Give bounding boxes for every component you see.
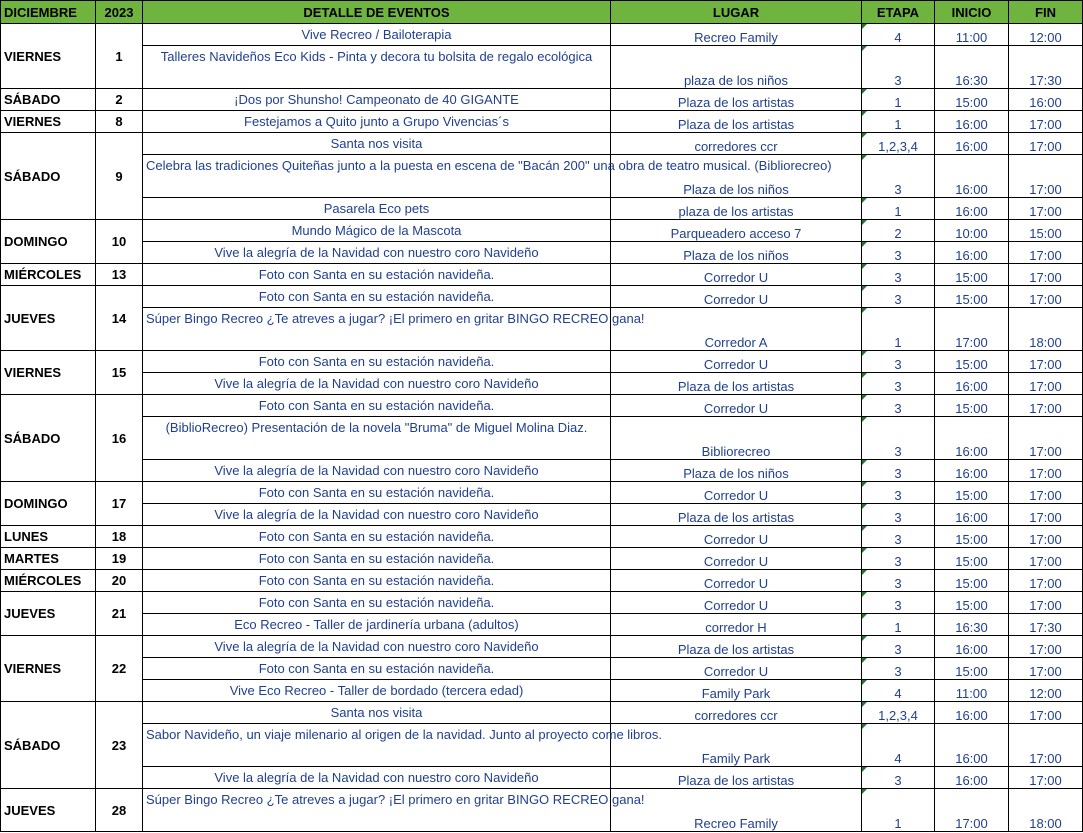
table-row [1, 702, 1083, 724]
stage-cell[interactable]: 2 [862, 220, 935, 242]
event-detail-cell[interactable]: Festejamos a Quito junto a Grupo Vivencias´s [143, 111, 611, 133]
header-row [1, 1, 1083, 24]
start-time-cell[interactable]: 15:00 [935, 264, 1009, 286]
date-cell[interactable]: 13 [96, 264, 143, 286]
event-detail-cell[interactable]: Vive Eco Recreo - Taller de bordado (tercera edad) [143, 680, 611, 702]
table-row [1, 264, 1083, 286]
header-end[interactable]: FIN [1009, 1, 1083, 24]
end-time-cell[interactable]: 17:30 [1009, 614, 1083, 636]
table-row [1, 636, 1083, 658]
start-time-cell[interactable]: 16:00 [935, 636, 1009, 658]
table-row [1, 592, 1083, 614]
start-time-cell[interactable]: 16:00 [935, 724, 1009, 767]
day-cell[interactable]: DOMINGO [1, 482, 96, 526]
start-time-cell[interactable]: 16:00 [935, 702, 1009, 724]
day-cell[interactable]: SÁBADO [1, 395, 96, 482]
date-cell[interactable]: 28 [96, 789, 143, 832]
end-time-cell[interactable]: 17:00 [1009, 767, 1083, 789]
table-row [1, 482, 1083, 504]
table-row [1, 504, 1083, 526]
start-time-cell[interactable]: 15:00 [935, 592, 1009, 614]
header-place[interactable]: LUGAR [611, 1, 862, 24]
stage-cell[interactable]: 1 [862, 111, 935, 133]
place-cell[interactable]: plaza de los niños [611, 46, 862, 89]
place-cell[interactable]: Plaza de los niños [611, 155, 862, 198]
end-time-cell[interactable]: 17:00 [1009, 133, 1083, 155]
stage-cell[interactable]: 1 [862, 789, 935, 832]
table-row [1, 351, 1083, 373]
start-time-cell[interactable]: 15:00 [935, 548, 1009, 570]
date-cell[interactable]: 8 [96, 111, 143, 133]
table-row [1, 242, 1083, 264]
start-time-cell[interactable]: 16:00 [935, 111, 1009, 133]
stage-cell[interactable]: 3 [862, 504, 935, 526]
place-cell[interactable]: Corredor U [611, 548, 862, 570]
start-time-cell[interactable]: 16:00 [935, 373, 1009, 395]
date-cell[interactable]: 18 [96, 526, 143, 548]
header-detail[interactable]: DETALLE DE EVENTOS [143, 1, 611, 24]
event-detail-cell[interactable]: Santa nos visita [143, 702, 611, 724]
stage-cell[interactable]: 1 [862, 614, 935, 636]
table-row [1, 220, 1083, 242]
day-cell[interactable]: JUEVES [1, 592, 96, 636]
event-detail-cell[interactable]: Foto con Santa en su estación navideña. [143, 658, 611, 680]
place-cell[interactable]: corredores ccr [611, 702, 862, 724]
end-time-cell[interactable]: 17:00 [1009, 242, 1083, 264]
start-time-cell[interactable]: 15:00 [935, 286, 1009, 308]
start-time-cell[interactable]: 16:00 [935, 767, 1009, 789]
header-stage[interactable]: ETAPA [862, 1, 935, 24]
event-detail-cell[interactable]: Foto con Santa en su estación navideña. [143, 570, 611, 592]
table-row [1, 198, 1083, 220]
day-cell[interactable]: SÁBADO [1, 89, 96, 111]
start-time-cell[interactable]: 16:00 [935, 460, 1009, 482]
start-time-cell[interactable]: 16:30 [935, 46, 1009, 89]
end-time-cell[interactable]: 17:00 [1009, 111, 1083, 133]
table-row [1, 526, 1083, 548]
table-row [1, 286, 1083, 308]
stage-cell[interactable]: 4 [862, 680, 935, 702]
table-body [1, 24, 1083, 832]
event-detail-cell[interactable]: Foto con Santa en su estación navideña. [143, 548, 611, 570]
end-time-cell[interactable]: 17:00 [1009, 198, 1083, 220]
day-cell[interactable]: LUNES [1, 526, 96, 548]
stage-cell[interactable]: 1 [862, 89, 935, 111]
end-time-cell[interactable]: 17:00 [1009, 264, 1083, 286]
start-time-cell[interactable]: 15:00 [935, 658, 1009, 680]
place-cell[interactable]: corredores ccr [611, 133, 862, 155]
date-cell[interactable]: 23 [96, 702, 143, 789]
start-time-cell[interactable]: 11:00 [935, 24, 1009, 46]
event-detail-cell[interactable]: Foto con Santa en su estación navideña. [143, 526, 611, 548]
end-time-cell[interactable]: 17:00 [1009, 373, 1083, 395]
stage-cell[interactable]: 1 [862, 198, 935, 220]
table-row [1, 24, 1083, 46]
end-time-cell[interactable]: 17:00 [1009, 526, 1083, 548]
day-cell[interactable]: VIERNES [1, 636, 96, 702]
stage-cell[interactable]: 3 [862, 767, 935, 789]
stage-cell[interactable]: 3 [862, 482, 935, 504]
place-cell[interactable]: Corredor U [611, 658, 862, 680]
date-cell[interactable]: 10 [96, 220, 143, 264]
start-time-cell[interactable]: 16:00 [935, 155, 1009, 198]
place-cell[interactable]: Plaza de los artistas [611, 636, 862, 658]
place-cell[interactable]: Corredor U [611, 286, 862, 308]
event-detail-cell[interactable]: Vive la alegría de la Navidad con nuestro coro Navideño [143, 242, 611, 264]
event-detail-cell[interactable]: Foto con Santa en su estación navideña. [143, 395, 611, 417]
stage-cell[interactable]: 4 [862, 724, 935, 767]
end-time-cell[interactable]: 18:00 [1009, 789, 1083, 832]
end-time-cell[interactable]: 17:00 [1009, 417, 1083, 460]
end-time-cell[interactable]: 16:00 [1009, 89, 1083, 111]
day-cell[interactable]: MIÉRCOLES [1, 264, 96, 286]
day-cell[interactable]: VIERNES [1, 24, 96, 89]
end-time-cell[interactable]: 17:00 [1009, 351, 1083, 373]
date-cell[interactable]: 20 [96, 570, 143, 592]
end-time-cell[interactable]: 17:00 [1009, 395, 1083, 417]
stage-cell[interactable]: 3 [862, 155, 935, 198]
event-detail-cell[interactable]: Santa nos visita [143, 133, 611, 155]
event-detail-cell[interactable]: Foto con Santa en su estación navideña. [143, 286, 611, 308]
place-cell[interactable]: Plaza de los artistas [611, 504, 862, 526]
day-cell[interactable]: JUEVES [1, 286, 96, 351]
stage-cell[interactable]: 3 [862, 460, 935, 482]
event-detail-cell[interactable]: Mundo Mágico de la Mascota [143, 220, 611, 242]
header-month[interactable]: DICIEMBRE [1, 1, 96, 24]
place-cell[interactable]: Corredor U [611, 395, 862, 417]
place-cell[interactable]: Plaza de los artistas [611, 373, 862, 395]
place-cell[interactable]: plaza de los artistas [611, 198, 862, 220]
start-time-cell[interactable]: 16:00 [935, 198, 1009, 220]
end-time-cell[interactable]: 17:00 [1009, 482, 1083, 504]
start-time-cell[interactable]: 16:00 [935, 133, 1009, 155]
stage-cell[interactable]: 3 [862, 636, 935, 658]
end-time-cell[interactable]: 17:00 [1009, 548, 1083, 570]
day-cell[interactable]: SÁBADO [1, 133, 96, 220]
table-row [1, 767, 1083, 789]
place-cell[interactable]: Corredor U [611, 592, 862, 614]
table-row [1, 658, 1083, 680]
table-row [1, 395, 1083, 417]
event-detail-cell[interactable]: Vive la alegría de la Navidad con nuestro coro Navideño [143, 636, 611, 658]
table-row [1, 155, 1083, 198]
table-row [1, 614, 1083, 636]
place-cell[interactable]: Corredor U [611, 351, 862, 373]
start-time-cell[interactable]: 16:00 [935, 417, 1009, 460]
event-detail-cell[interactable]: Súper Bingo Recreo ¿Te atreves a jugar? ¡El primero en gritar BINGO RECREO gana! [143, 789, 611, 832]
stage-cell[interactable]: 3 [862, 548, 935, 570]
place-cell[interactable]: Recreo Family [611, 24, 862, 46]
event-detail-cell[interactable]: Pasarela Eco pets [143, 198, 611, 220]
event-detail-cell[interactable]: Celebra las tradiciones Quiteñas junto a la puesta en escena de "Bacán 200" una obra de teatro musical. (Bibliorecreo) [143, 155, 611, 198]
place-cell[interactable]: Corredor U [611, 570, 862, 592]
table-header [1, 1, 1083, 24]
end-time-cell[interactable]: 18:00 [1009, 308, 1083, 351]
end-time-cell[interactable]: 17:00 [1009, 286, 1083, 308]
end-time-cell[interactable]: 12:00 [1009, 680, 1083, 702]
table-row [1, 789, 1083, 832]
stage-cell[interactable]: 3 [862, 395, 935, 417]
event-detail-cell[interactable]: ¡Dos por Shunsho! Campeonato de 40 GIGANTE [143, 89, 611, 111]
event-detail-cell[interactable]: Sabor Navideño, un viaje milenario al origen de la navidad. Junto al proyecto come libros. [143, 724, 611, 767]
place-cell[interactable]: Corredor U [611, 526, 862, 548]
end-time-cell[interactable]: 17:00 [1009, 155, 1083, 198]
place-cell[interactable]: Corredor U [611, 482, 862, 504]
place-cell[interactable]: Plaza de los artistas [611, 111, 862, 133]
event-detail-cell[interactable]: Foto con Santa en su estación navideña. [143, 264, 611, 286]
end-time-cell[interactable]: 17:30 [1009, 46, 1083, 89]
end-time-cell[interactable]: 17:00 [1009, 570, 1083, 592]
stage-cell[interactable]: 3 [862, 373, 935, 395]
event-detail-cell[interactable]: Foto con Santa en su estación navideña. [143, 351, 611, 373]
event-detail-cell[interactable]: Vive la alegría de la Navidad con nuestro coro Navideño [143, 767, 611, 789]
date-cell[interactable]: 14 [96, 286, 143, 351]
start-time-cell[interactable]: 17:00 [935, 789, 1009, 832]
end-time-cell[interactable]: 17:00 [1009, 724, 1083, 767]
event-detail-cell[interactable]: Vive la alegría de la Navidad con nuestro coro Navideño [143, 460, 611, 482]
day-cell[interactable]: SÁBADO [1, 702, 96, 789]
stage-cell[interactable]: 3 [862, 46, 935, 89]
date-cell[interactable]: 22 [96, 636, 143, 702]
table-row [1, 548, 1083, 570]
stage-cell[interactable]: 3 [862, 286, 935, 308]
end-time-cell[interactable]: 15:00 [1009, 220, 1083, 242]
start-time-cell[interactable]: 11:00 [935, 680, 1009, 702]
header-start[interactable]: INICIO [935, 1, 1009, 24]
stage-cell[interactable]: 1,2,3,4 [862, 702, 935, 724]
event-detail-cell[interactable]: Foto con Santa en su estación navideña. [143, 592, 611, 614]
date-cell[interactable]: 9 [96, 133, 143, 220]
start-time-cell[interactable]: 15:00 [935, 351, 1009, 373]
stage-cell[interactable]: 4 [862, 24, 935, 46]
stage-cell[interactable]: 1 [862, 308, 935, 351]
place-cell[interactable]: Corredor U [611, 264, 862, 286]
end-time-cell[interactable]: 17:00 [1009, 592, 1083, 614]
date-cell[interactable]: 19 [96, 548, 143, 570]
place-cell[interactable]: Corredor A [611, 308, 862, 351]
start-time-cell[interactable]: 10:00 [935, 220, 1009, 242]
start-time-cell[interactable]: 15:00 [935, 395, 1009, 417]
event-detail-cell[interactable]: Eco Recreo - Taller de jardinería urbana (adultos) [143, 614, 611, 636]
stage-cell[interactable]: 3 [862, 351, 935, 373]
day-cell[interactable]: VIERNES [1, 351, 96, 395]
stage-cell[interactable]: 3 [862, 526, 935, 548]
stage-cell[interactable]: 1,2,3,4 [862, 133, 935, 155]
event-detail-cell[interactable]: Talleres Navideños Eco Kids - Pinta y decora tu bolsita de regalo ecológica [143, 46, 611, 89]
start-time-cell[interactable]: 15:00 [935, 89, 1009, 111]
start-time-cell[interactable]: 16:00 [935, 242, 1009, 264]
stage-cell[interactable]: 3 [862, 242, 935, 264]
table-row [1, 89, 1083, 111]
end-time-cell[interactable]: 17:00 [1009, 460, 1083, 482]
start-time-cell[interactable]: 15:00 [935, 570, 1009, 592]
stage-cell[interactable]: 3 [862, 417, 935, 460]
event-detail-cell[interactable]: Vive la alegría de la Navidad con nuestro coro Navideño [143, 373, 611, 395]
start-time-cell[interactable]: 16:30 [935, 614, 1009, 636]
start-time-cell[interactable]: 15:00 [935, 526, 1009, 548]
start-time-cell[interactable]: 16:00 [935, 504, 1009, 526]
place-cell[interactable]: Bibliorecreo [611, 417, 862, 460]
table-row [1, 417, 1083, 460]
end-time-cell[interactable]: 12:00 [1009, 24, 1083, 46]
table-row [1, 133, 1083, 155]
date-cell[interactable]: 17 [96, 482, 143, 526]
place-cell[interactable]: Plaza de los artistas [611, 767, 862, 789]
table-row [1, 570, 1083, 592]
date-cell[interactable]: 16 [96, 395, 143, 482]
day-cell[interactable]: DOMINGO [1, 220, 96, 264]
place-cell[interactable]: Family Park [611, 680, 862, 702]
date-cell[interactable]: 2 [96, 89, 143, 111]
table-row [1, 373, 1083, 395]
event-detail-cell[interactable]: Vive Recreo / Bailoterapia [143, 24, 611, 46]
stage-cell[interactable]: 3 [862, 264, 935, 286]
table-row [1, 46, 1083, 89]
table-row [1, 460, 1083, 482]
end-time-cell[interactable]: 17:00 [1009, 658, 1083, 680]
day-cell[interactable]: JUEVES [1, 789, 96, 832]
end-time-cell[interactable]: 17:00 [1009, 702, 1083, 724]
table-row [1, 308, 1083, 351]
date-cell[interactable]: 1 [96, 24, 143, 89]
stage-cell[interactable]: 3 [862, 658, 935, 680]
event-detail-cell[interactable]: Vive la alegría de la Navidad con nuestro coro Navideño [143, 504, 611, 526]
event-detail-cell[interactable]: Súper Bingo Recreo ¿Te atreves a jugar? ¡El primero en gritar BINGO RECREO gana! [143, 308, 611, 351]
place-cell[interactable]: Plaza de los artistas [611, 89, 862, 111]
place-cell[interactable]: Plaza de los niños [611, 460, 862, 482]
header-year[interactable]: 2023 [96, 1, 143, 24]
date-cell[interactable]: 21 [96, 592, 143, 636]
start-time-cell[interactable]: 15:00 [935, 482, 1009, 504]
stage-cell[interactable]: 3 [862, 570, 935, 592]
table-row [1, 724, 1083, 767]
event-detail-cell[interactable]: Foto con Santa en su estación navideña. [143, 482, 611, 504]
place-cell[interactable]: Parqueadero acceso 7 [611, 220, 862, 242]
place-cell[interactable]: Family Park [611, 724, 862, 767]
place-cell[interactable]: Recreo Family [611, 789, 862, 832]
stage-cell[interactable]: 3 [862, 592, 935, 614]
end-time-cell[interactable]: 17:00 [1009, 504, 1083, 526]
day-cell[interactable]: VIERNES [1, 111, 96, 133]
table-row [1, 680, 1083, 702]
table-row [1, 111, 1083, 133]
end-time-cell[interactable]: 17:00 [1009, 636, 1083, 658]
place-cell[interactable]: Plaza de los niños [611, 242, 862, 264]
day-cell[interactable]: MIÉRCOLES [1, 570, 96, 592]
event-detail-cell[interactable]: (BiblioRecreo) Presentación de la novela "Bruma" de Miguel Molina Diaz. [143, 417, 611, 460]
date-cell[interactable]: 15 [96, 351, 143, 395]
day-cell[interactable]: MARTES [1, 548, 96, 570]
place-cell[interactable]: corredor H [611, 614, 862, 636]
start-time-cell[interactable]: 17:00 [935, 308, 1009, 351]
